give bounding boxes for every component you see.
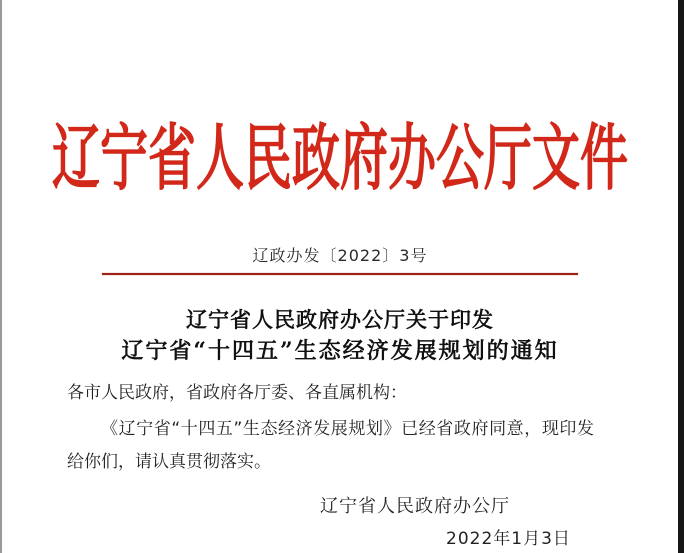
salutation-line: 各市人民政府，省政府各厅委、各直属机构：	[67, 383, 407, 403]
notice-title-line2: 辽宁省“十四五”生态经济发展规划的通知	[121, 338, 559, 364]
body-paragraph: 《辽宁省“十四五”生态经济发展规划》已经省政府同意，现印发给你们，请认真贯彻落实。	[67, 419, 594, 472]
left-edge-line	[0, 0, 2, 553]
issue-date: 2022年1月3日	[446, 529, 571, 549]
red-divider-line	[102, 273, 578, 275]
notice-title-line1: 辽宁省人民政府办公厅关于印发	[186, 307, 494, 332]
document-number: 辽政办发〔2022〕3号	[252, 246, 428, 265]
notice-title	[2, 305, 678, 367]
masthead-title: 辽宁省人民政府办公厅文件	[51, 117, 628, 201]
right-edge-bar	[678, 0, 684, 553]
issuer-signature: 辽宁省人民政府办公厅	[320, 496, 510, 517]
